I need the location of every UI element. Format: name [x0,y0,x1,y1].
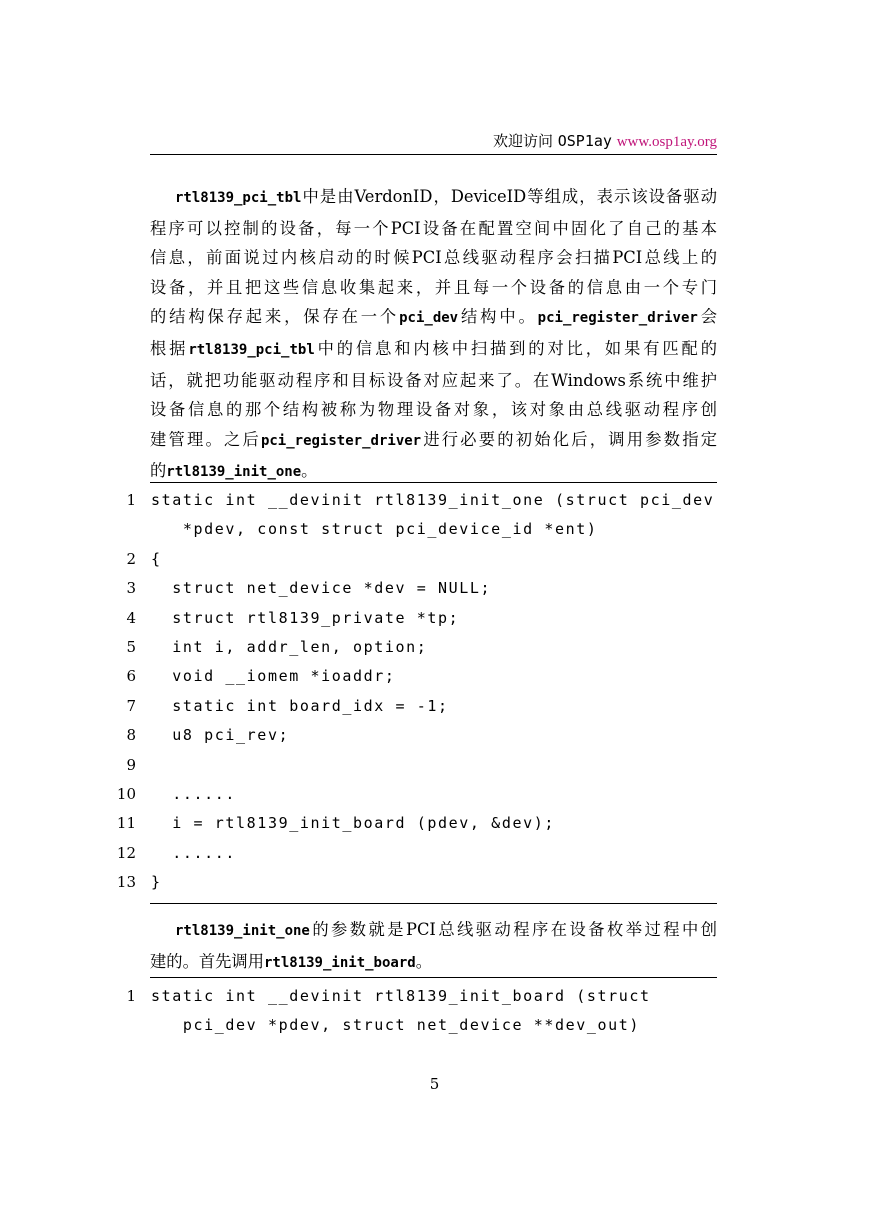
header-site-name: OSP1ay [557,132,612,150]
line-number: 1 [126,987,136,1005]
text-span: 的结构保存起来，保存在一个 [150,307,400,327]
text-span: 结构中。 [458,307,538,327]
text-span: 进行必要的初始化后，调用参数指定 [421,429,717,449]
code-text: { [151,549,162,568]
text-span: 建管理。之后 [150,429,261,449]
code-text: struct net_device *dev = NULL; [151,579,492,598]
paragraph-line [150,947,717,979]
code-text: } [151,873,162,892]
line-number: 6 [126,667,136,686]
code-text: ...... [151,785,237,803]
code-block-top-rule [150,482,717,483]
code-text: static int __devinit rtl8139_init_board (struct [151,987,651,1005]
text-span: 中的信息和内核中扫描到的对比，如果有匹配的 [314,338,717,358]
inline-code: pci_register_driver [260,432,422,449]
running-header [150,129,717,155]
inline-code: rtl8139_init_one [175,923,310,939]
paragraph-line [150,425,717,457]
text-span: 根据 [150,338,189,358]
code-text: int i, addr_len, option; [151,638,428,656]
text-span: 建的。首先调用 [150,951,264,971]
code-text: static int board_idx = -1; [151,696,449,715]
text-span: 会 [697,307,717,327]
code-text: ...... [151,843,237,862]
line-number: 11 [116,814,136,833]
inline-code: rtl8139_init_board [263,954,416,971]
paragraph-line: 话，就把功能驱动程序和目标设备对应起来了。在Windows系统中维护 [150,370,717,390]
paragraph-line: 信息，前面说过内核启动的时候PCI总线驱动程序会扫描PCI总线上的 [150,248,717,268]
line-number: 8 [126,726,136,745]
line-number: 2 [126,549,136,568]
paragraph-line [150,456,717,488]
paragraph-line: 设备，并且把这些信息收集起来，并且每一个设备的信息由一个专门 [150,277,717,297]
line-number: 5 [126,638,136,656]
text-span: 的参数就是PCI总线驱动程序在设备枚举过程中创 [309,920,717,939]
text-span: 。 [301,461,318,481]
text-span: 。 [415,951,432,971]
line-number: 9 [126,755,136,774]
inline-code: rtl8139_pci_tbl [175,190,302,206]
paragraph-line [150,915,717,947]
inline-code: rtl8139_init_one [166,464,302,481]
header-url-link[interactable]: www.osp1ay.org [616,134,717,150]
inline-code: pci_dev [399,310,459,327]
inline-code: pci_register_driver [537,310,698,327]
line-number: 7 [126,696,136,715]
line-number: 12 [116,843,136,862]
line-number: 13 [116,873,136,892]
code-text: static int __devinit rtl8139_init_one (struct pci_dev [151,491,715,509]
header-welcome: 欢迎访问 [492,132,553,150]
paragraph-line [150,334,717,366]
text-span: 的 [150,461,167,481]
paragraph-pci-table [150,182,717,488]
text-span: 中是由VerdonID，DeviceID等组成，表示该设备驱动 [301,187,717,206]
paragraph-line: 设备信息的那个结构被称为物理设备对象，该对象由总线驱动程序创 [150,400,717,420]
paragraph-init-one [150,915,717,978]
line-number: 3 [126,579,136,598]
code-block-bottom-rule [150,903,717,904]
code-text: struct rtl8139_private *tp; [151,608,460,627]
paragraph-line [150,302,717,334]
paragraph-line: 程序可以控制的设备，每一个PCI设备在配置空间中固化了自己的基本 [150,218,717,238]
code-text: i = rtl8139_init_board (pdev, &dev); [151,814,555,833]
code-text: pci_dev *pdev, struct net_device **dev_out) [151,1016,641,1035]
line-number: 4 [126,608,136,627]
inline-code: rtl8139_pci_tbl [188,341,315,358]
code-text: void __iomem *ioaddr; [151,667,396,686]
paragraph-line [150,182,717,214]
code-block-top-rule [150,977,717,978]
page-number: 5 [429,1075,440,1093]
code-text: u8 pci_rev; [151,726,290,745]
code-text: *pdev, const struct pci_device_id *ent) [151,520,598,539]
line-number: 10 [116,785,136,803]
line-number: 1 [126,491,136,509]
